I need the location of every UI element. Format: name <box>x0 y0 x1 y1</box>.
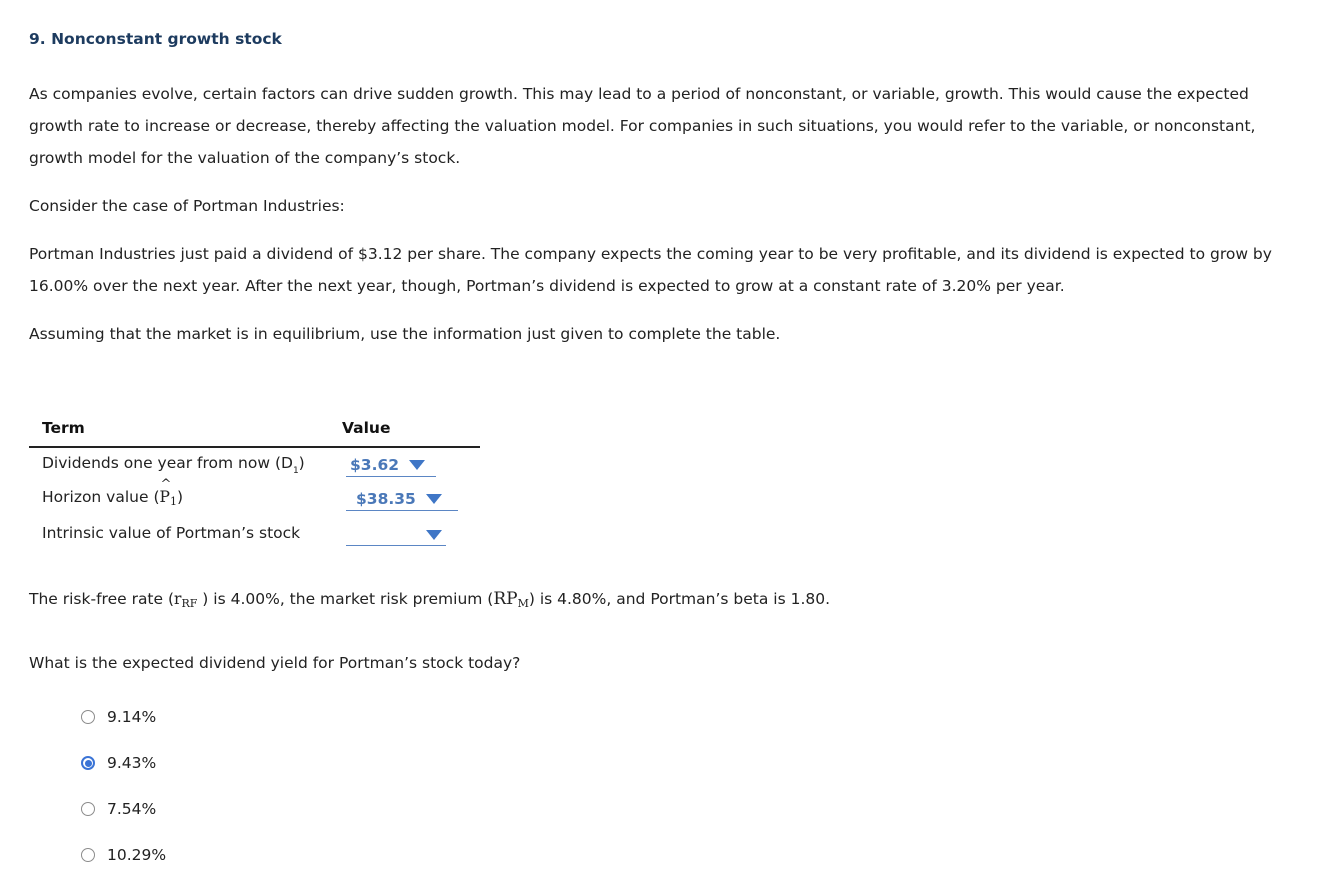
rpm-symbol: RPM <box>493 589 529 610</box>
option-label: 9.43% <box>107 754 157 772</box>
option-9-14[interactable] <box>81 708 156 726</box>
horizon-dropdown-value: $38.35 <box>356 490 416 508</box>
dividends-dropdown[interactable] <box>346 454 436 477</box>
intro-paragraph: As companies evolve, certain factors can drive sudden growth. This may lead to a period of nonconstant, or variable, growth. This would cause the expected growth rate to increase or decrease, thereby affecting the valuation model. For companies in such situations, you would refer to the variable, or nonconstant, growth model for the valuation of the company’s stock. <box>29 85 1256 167</box>
intrinsic-value-dropdown[interactable] <box>346 525 446 546</box>
option-label: 9.14% <box>107 708 157 726</box>
horizon-value-dropdown[interactable] <box>346 488 458 511</box>
hat-accent-icon: ^ <box>160 477 172 492</box>
dividends-close-paren: ) <box>298 454 305 472</box>
radio-unchecked-icon[interactable] <box>81 848 95 862</box>
risk-sentence: The risk-free rate (rRF ) is 4.00%, the market risk premium (RPM) is 4.80%, and Portman’s beta is 1.80. <box>29 589 831 610</box>
horizon-label-text: Horizon value ( <box>42 488 160 506</box>
option-7-54[interactable] <box>81 800 156 818</box>
horizon-close-paren: ) <box>176 488 183 506</box>
consider-paragraph: Consider the case of Portman Industries: <box>29 197 345 215</box>
radio-unchecked-icon[interactable] <box>81 710 95 724</box>
table-row-label-horizon <box>42 477 183 508</box>
scenario-paragraph: Portman Industries just paid a dividend of $3.12 per share. The company expects the coming year to be very profitable, and its dividend is expected to grow by 16.00% over the next year. After the next year, though, Portman’s dividend is expected to grow at a constant rate of 3.20% per year. <box>29 245 1272 295</box>
instruction-paragraph: Assuming that the market is in equilibrium, use the information just given to complete the table. <box>29 325 781 343</box>
table-row-label-dividends <box>42 454 305 476</box>
p-hat-symbol: ^ P1 <box>159 477 177 508</box>
caret-down-icon <box>409 460 425 470</box>
option-label: 10.29% <box>107 846 167 864</box>
dividends-dropdown-value: $3.62 <box>350 456 400 474</box>
radio-checked-icon[interactable] <box>81 756 95 770</box>
dividends-subscript: 1 <box>292 466 299 476</box>
caret-down-icon <box>426 530 442 540</box>
question-text: What is the expected dividend yield for Portman’s stock today? <box>29 654 521 672</box>
option-10-29[interactable] <box>81 846 166 864</box>
dividends-label-text: Dividends one year from now (D <box>42 454 293 472</box>
table-header-value: Value <box>342 419 391 437</box>
option-label: 7.54% <box>107 800 157 818</box>
page-title: 9. Nonconstant growth stock <box>29 30 282 48</box>
caret-down-icon <box>426 494 442 504</box>
option-9-43[interactable] <box>81 754 156 772</box>
intrinsic-label-text: Intrinsic value of Portman’s stock <box>42 524 301 542</box>
radio-unchecked-icon[interactable] <box>81 802 95 816</box>
table-row-label-intrinsic <box>42 524 300 542</box>
rrf-symbol: rRF <box>174 590 198 610</box>
table-header-term: Term <box>42 419 85 437</box>
table-header-rule <box>29 446 480 448</box>
